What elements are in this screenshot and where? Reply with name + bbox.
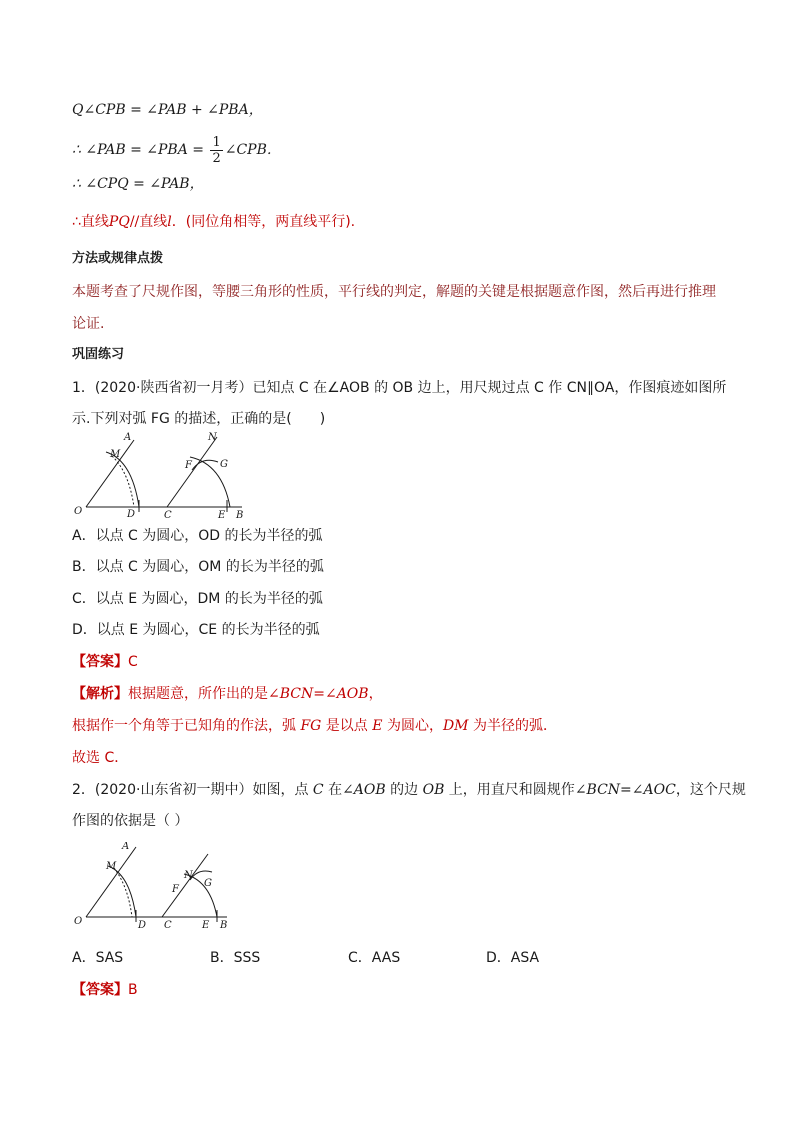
q1-label-c: C (164, 510, 172, 520)
q1-stem-line-1: 1．(2020·陕西省初一月考）已知点 C 在∠AOB 的 OB 边上，用尺规过点 C 作 CN∥OA，作图痕迹如图所 (72, 380, 727, 396)
q1-option-b: B．以点 C 为圆心，OM 的长为半径的弧 (72, 559, 324, 575)
q1-option-d: D．以点 E 为圆心，CE 的长为半径的弧 (72, 622, 320, 638)
q1-label-e: E (218, 510, 226, 520)
q2-option-d: D．ASA (486, 950, 540, 966)
q1-label-n: N (208, 432, 217, 443)
q1-label-f: F (185, 460, 192, 471)
q1-label-a: A (124, 432, 132, 443)
q2-label-d: D (138, 920, 147, 931)
q2-answer: 【答案】B (72, 982, 138, 998)
q2-label-o: O (74, 916, 83, 927)
q1-label-g: G (220, 459, 228, 470)
q1-construction-figure (72, 432, 262, 520)
q1-analysis-line-1: 【解析】根据题意，所作出的是∠BCN=∠AOB， (72, 686, 383, 702)
q2-label-n: N (184, 870, 193, 881)
q1-answer: 【答案】C (72, 654, 138, 670)
q2-construction-figure (72, 842, 242, 932)
q2-label-b: B (220, 920, 228, 931)
method-text-line-2: 论证. (72, 316, 105, 332)
q1-label-o: O (74, 506, 83, 517)
q2-label-g: G (204, 878, 212, 889)
q2-label-m: M (106, 861, 117, 872)
proof-line-2: ∴ ∠PAB = ∠PBA = $\frac{1}{2}$ ∠CPB． (72, 134, 281, 166)
q1-label-b: B (236, 510, 244, 520)
q2-option-b: B．SSS (210, 950, 261, 966)
q2-stem-line-2: 作图的依据是（ ） (72, 813, 189, 829)
q2-option-c: C．AAS (348, 950, 401, 966)
q2-label-e: E (202, 920, 210, 931)
practice-heading: 巩固练习 (72, 347, 125, 362)
q1-analysis-line-2: 根据作一个角等于已知角的作法，弧 FG 是以点 E 为圆心，DM 为半径的弧． (72, 718, 557, 734)
q1-option-c: C．以点 E 为圆心，DM 的长为半径的弧 (72, 591, 323, 607)
method-text-line-1: 本题考查了尺规作图，等腰三角形的性质，平行线的判定，解题的关键是根据题意作图，然后再进行推理 (72, 284, 716, 300)
q1-label-m: M (110, 449, 121, 460)
proof-conclusion: ∴直线PQ//直线l．(同位角相等，两直线平行). (72, 214, 356, 230)
q1-conclusion: 故选 C． (72, 750, 129, 766)
q2-option-a: A．SAS (72, 950, 124, 966)
proof-line-3: ∴ ∠CPQ = ∠PAB， (72, 176, 204, 192)
method-heading: 方法或规律点拨 (72, 251, 164, 266)
q2-label-a: A (122, 842, 130, 852)
q2-stem-line-1: 2．(2020·山东省初一期中）如图，点 C 在∠AOB 的边 OB 上，用直尺和圆规作∠BCN=∠AOC，这个尺规 (72, 782, 746, 798)
q1-stem-line-2: 示.下列对弧 FG 的描述，正确的是( ) (72, 411, 326, 427)
q2-label-f: F (172, 884, 179, 895)
q1-option-a: A．以点 C 为圆心，OD 的长为半径的弧 (72, 528, 323, 544)
q1-label-d: D (127, 509, 136, 520)
q2-label-c: C (164, 920, 172, 931)
fraction-half: $\frac{1}{2}$ (212, 134, 221, 166)
proof-line-1: Q∠CPB = ∠PAB + ∠PBA， (72, 102, 263, 118)
